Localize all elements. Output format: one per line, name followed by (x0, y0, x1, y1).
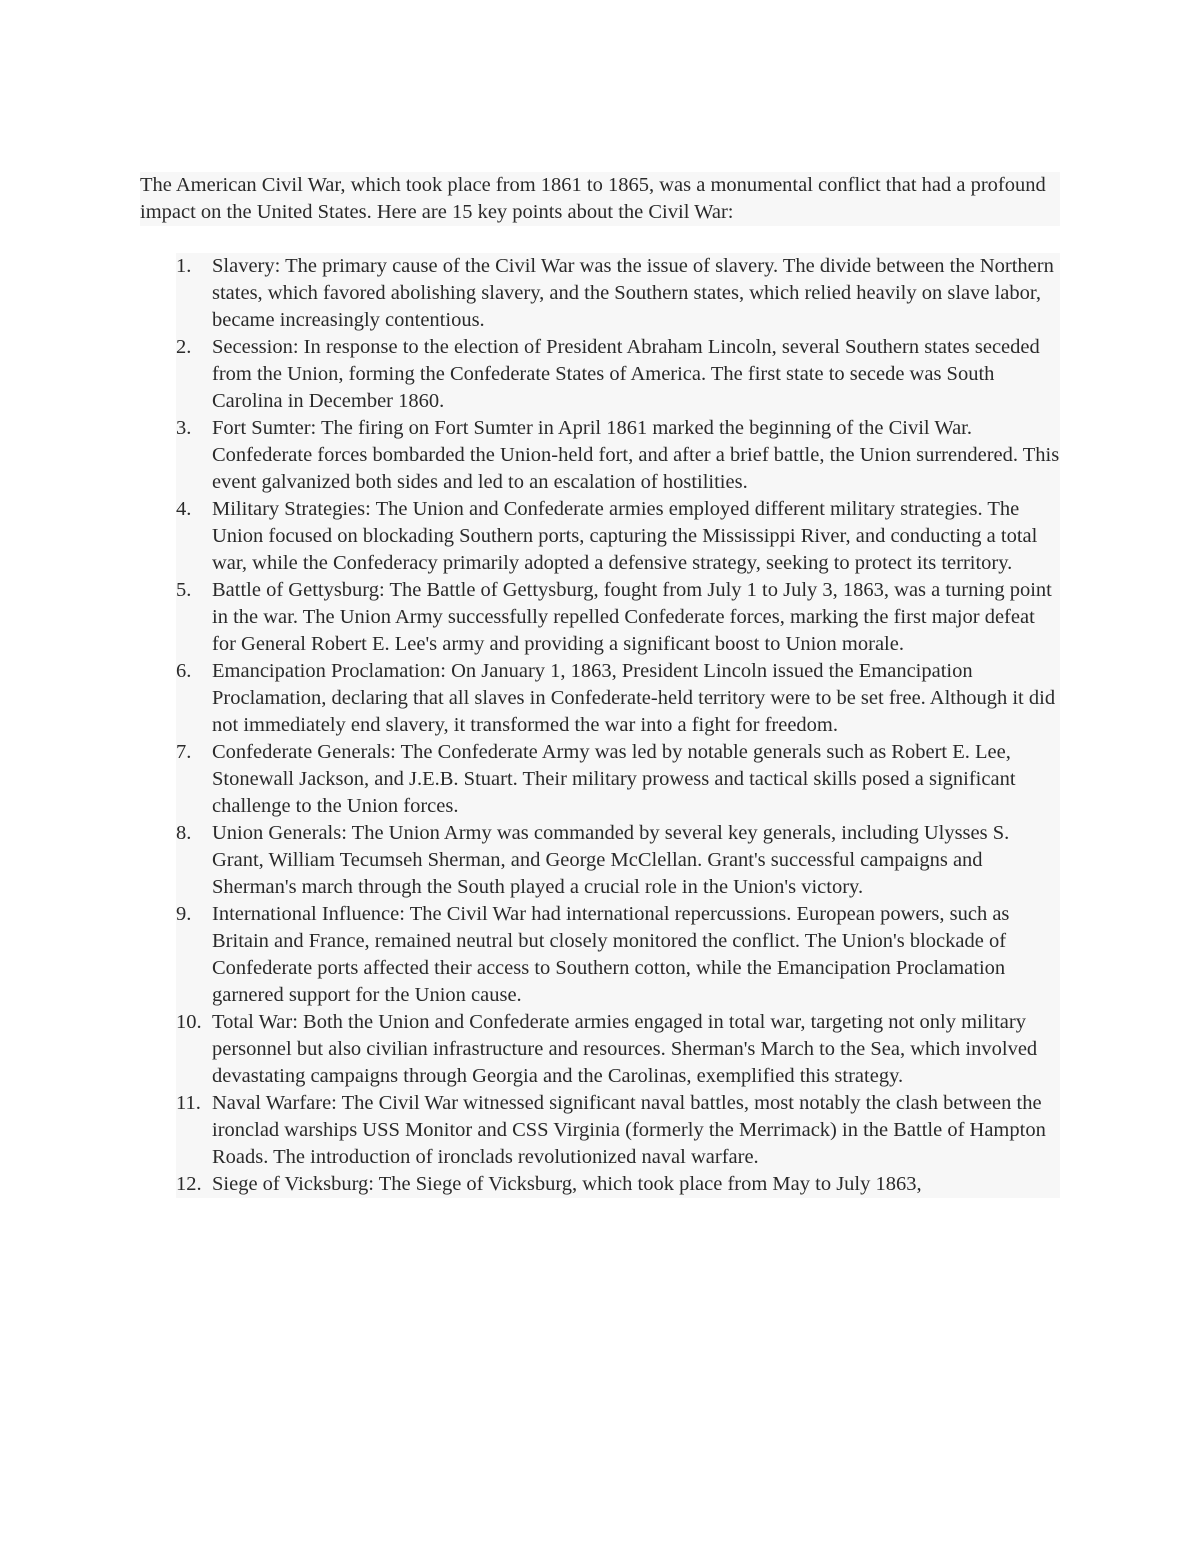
list-item-text: International Influence: The Civil War had international repercussions. European powers, such as Britain and France, remained neutral but closely monitored the conflict. The Union's blockade of Confederate ports affected their access to Southern cotton, while the Emancipation Proclamation garnered support for the Union cause. (212, 903, 1010, 1006)
intro-paragraph: The American Civil War, which took place from 1861 to 1865, was a monumental conflict that had a profound impact on the United States. Here are 15 key points about the Civil War: (140, 172, 1060, 226)
list-item-number: 7. (176, 741, 192, 763)
list-item-number: 8. (176, 822, 192, 844)
list-item-text: Secession: In response to the election of President Abraham Lincoln, several Southern states seceded from the Union, forming the Confederate States of America. The first state to secede was South Carolina in December 1860. (212, 336, 1040, 412)
list-item-text: Emancipation Proclamation: On January 1, 1863, President Lincoln issued the Emancipation Proclamation, declaring that all slaves in Confederate-held territory were to be set free. Although it did not immediately end slavery, it transformed the war into a fight for freedom. (212, 660, 1056, 736)
list-item-text: Slavery: The primary cause of the Civil War was the issue of slavery. The divide between the Northern states, which favored abolishing slavery, and the Southern states, which relied heavily on slave labor, became increasingly contentious. (212, 255, 1054, 331)
list-item-number: 2. (176, 336, 192, 358)
list-item-text: Naval Warfare: The Civil War witnessed significant naval battles, most notably the clash between the ironclad warships USS Monitor and CSS Virginia (formerly the Merrimack) in the Battle of Hampton Roads. The introduction of ironclads revolutionized naval warfare. (212, 1092, 1046, 1168)
list-item (176, 415, 1060, 496)
list-item-number: 12. (176, 1173, 202, 1195)
list-item (176, 739, 1060, 820)
list-item (176, 334, 1060, 415)
list-item-text: Confederate Generals: The Confederate Army was led by notable generals such as Robert E. Lee, Stonewall Jackson, and J.E.B. Stuart. Their military prowess and tactical skills posed a significant challenge to the Union forces. (212, 741, 1016, 817)
list-item-number: 5. (176, 579, 192, 601)
list-item-text: Battle of Gettysburg: The Battle of Gettysburg, fought from July 1 to July 3, 1863, was a turning point in the war. The Union Army successfully repelled Confederate forces, marking the first major defeat for General Robert E. Lee's army and providing a significant boost to Union morale. (212, 579, 1052, 655)
key-points-list-body (176, 253, 1060, 1198)
list-item-text: Union Generals: The Union Army was commanded by several key generals, including Ulysses S. Grant, William Tecumseh Sherman, and George McClellan. Grant's successful campaigns and Sherman's march through the South played a crucial role in the Union's victory. (212, 822, 1010, 898)
list-item-text: Fort Sumter: The firing on Fort Sumter in April 1861 marked the beginning of the Civil War. Confederate forces bombarded the Union-held fort, and after a brief battle, the Union surrendered. This event galvanized both sides and led to an escalation of hostilities. (212, 417, 1060, 493)
list-item-number: 10. (176, 1011, 202, 1033)
list-item-text: Siege of Vicksburg: The Siege of Vicksburg, which took place from May to July 1863, (212, 1173, 922, 1195)
list-item (176, 820, 1060, 901)
list-item-number: 4. (176, 498, 192, 520)
list-item-number: 6. (176, 660, 192, 682)
list-item (176, 253, 1060, 334)
list-item (176, 1090, 1060, 1171)
list-item-number: 9. (176, 903, 192, 925)
document-body (140, 172, 1060, 1198)
list-item (176, 577, 1060, 658)
list-item (176, 1171, 1060, 1198)
list-item (176, 901, 1060, 1009)
list-item (176, 496, 1060, 577)
key-points-list (140, 253, 1060, 1198)
list-item-number: 3. (176, 417, 192, 439)
list-item (176, 658, 1060, 739)
list-item-number: 11. (176, 1092, 201, 1114)
list-item-number: 1. (176, 255, 192, 277)
list-item-text: Military Strategies: The Union and Confederate armies employed different military strategies. The Union focused on blockading Southern ports, capturing the Mississippi River, and conducting a total war, while the Confederacy primarily adopted a defensive strategy, seeking to protect its territory. (212, 498, 1038, 574)
list-item (176, 1009, 1060, 1090)
list-item-text: Total War: Both the Union and Confederate armies engaged in total war, targeting not only military personnel but also civilian infrastructure and resources. Sherman's March to the Sea, which involved devastating campaigns through Georgia and the Carolinas, exemplified this strategy. (212, 1011, 1038, 1087)
